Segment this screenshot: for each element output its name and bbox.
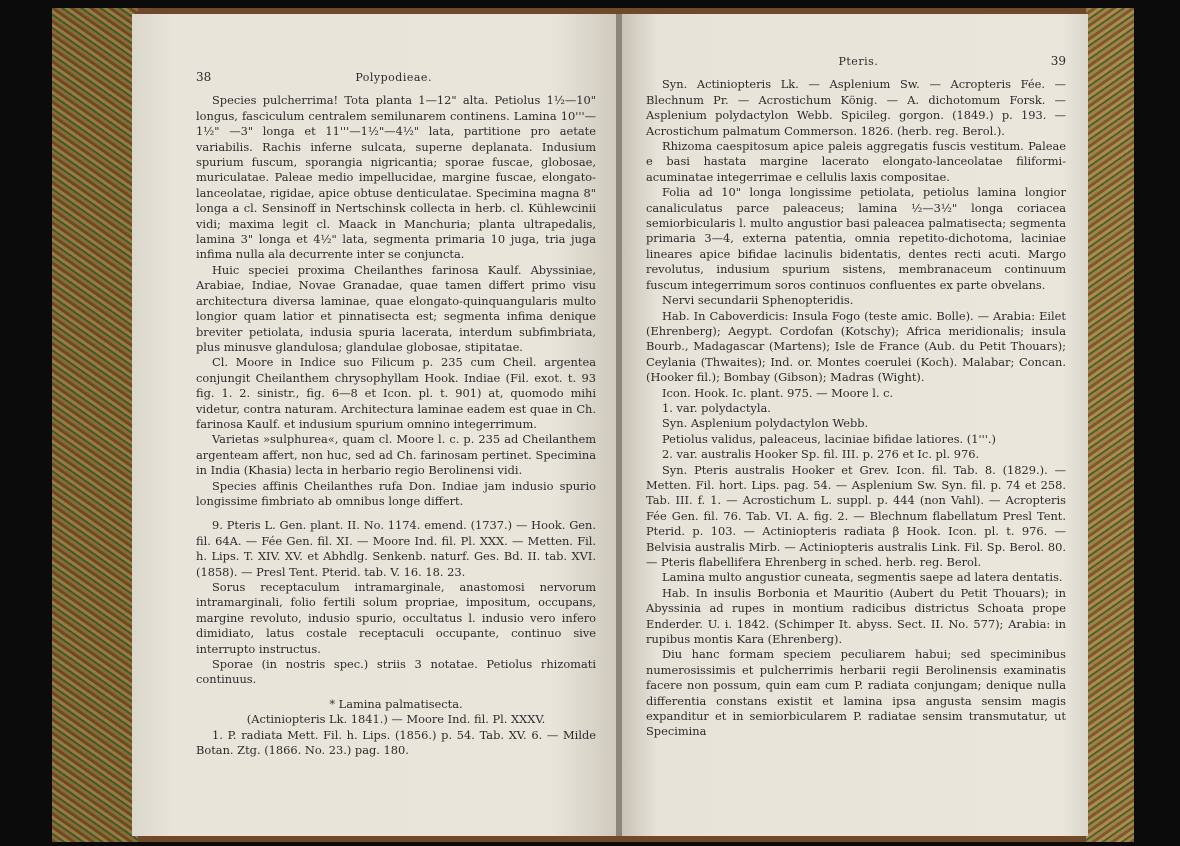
left-running-head: Polypodieae. (355, 71, 432, 84)
left-paragraph: Species pulcherrima! Tota planta 1—12" alta. Petiolus 1½—10" longus, fasciculum centralem semilunarem continens. Lamina 10'''—1½" —3" longa et 11'''—1½"—4½" lata, partitione pro aetate variabilis. Rachis inferne sulcata, superne deplanata. Indusium spurium fuscum, sporangia nigricantia; sporae fuscae, globosae, muriculatae. Paleae medio impellucidae, margine fuscae, elongato-lanceolatae, rigidae, apice obtuse denticulatae. Specimina magna 8" longa a cl. Sensinoff in Nertschinsk collecta in herb. cl. Kühlewcinii vidi; maxima legit cl. Maack in Manchuria; planta ultrapedalis, lamina 3" longa et 4½" lata, segmenta primaria 10 juga, tria juga infima nulla ala decurrente inter se conjuncta. (196, 93, 596, 262)
marbled-edge-left (52, 8, 138, 842)
left-paragraph: Cl. Moore in Indice suo Filicum p. 235 cum Cheil. argentea conjungit Cheilanthem chrysophyllam Hook. Indiae (Fil. exot. t. 93 fig. 1. 2. sinistr., fig. 6—8 et Icon. pl. t. 901) at, quomodo mihi videtur, contra naturam. Architectura laminae eadem est quae in Ch. farinosa Kaulf. et indusium spurium omnino integerrimum. (196, 355, 596, 431)
section-citation: (Actiniopteris Lk. 1841.) — Moore Ind. fil. Pl. XXXV. (246, 712, 546, 727)
right-paragraph: 2. var. australis Hooker Sp. fil. III. p. 276 et Ic. pl. 976. (662, 447, 980, 462)
left-page-text (196, 70, 596, 758)
genus-description: Sorus receptaculum intramarginale, anastomosi nervorum intramarginali, folio fertili solum propriae, impositum, occupans, margine revoluto, indusio spurio, occultatus l. indusio vero infero dimidiato, latus costale receptaculi occupante, continuo sive interrupto instructus. (196, 580, 596, 656)
right-paragraph: Diu hanc formam speciem peculiarem habui; sed speciminibus numerosissimis et pulcherrimis herbarii regii Berolinensis examinatis facere non possum, quin eam cum P. radiata conjungam; denique nulla differentia constans existit et lamina ipsa angusta sensim magis expanditur et in semiorbicularem P. radiatae sensim transmutatur, ut Specimina (646, 647, 1066, 739)
right-paragraph: Rhizoma caespitosum apice paleis aggregatis fuscis vestitum. Paleae e basi hastata margine lacerato elongato-lanceolatae filiformi-acuminatae integerrimae e cellulis laxis compositae. (646, 139, 1066, 184)
right-paragraph: Syn. Actiniopteris Lk. — Asplenium Sw. — Acropteris Fée. — Blechnum Pr. — Acrostichum König. — A. dichotomum Forsk. — Asplenium polydactylon Webb. Spicileg. gorgon. (1849.) p. 193. — Acrostichum palmatum Commerson. 1826. (herb. reg. Berol.). (646, 77, 1066, 138)
left-paragraph: Huic speciei proxima Cheilanthes farinosa Kaulf. Abyssiniae, Arabiae, Indiae, Novae Granadae, quae tamen differt primo visu architectura diversa laminae, quae elongato-quinquangularis multo longior quam latior et pinnatisecta est; segmenta infima denique breviter petiolata, indusia spuria lacerata, interdum subfimbriata, plus minusve glandulosa; glandulae globosae, stipitatae. (196, 262, 596, 354)
species-entry: 1. P. radiata Mett. Fil. h. Lips. (1856.) p. 54. Tab. XV. 6. — Milde Botan. Ztg. (1866. No. 23.) pag. 180. (196, 727, 596, 758)
right-paragraph: 1. var. polydactyla. (662, 400, 771, 415)
marbled-edge-right (1086, 8, 1134, 842)
left-paragraph: Varietas »sulphurea«, quam cl. Moore l. c. p. 235 ad Cheilanthem argenteam affert, non huc, sed ad Ch. farinosam pertinet. Specimina in India (Khasia) lecta in herbario regio Berolinensi vidi. (196, 432, 596, 478)
left-page-number: 38 (196, 70, 212, 84)
genus-heading: 9. Pteris L. Gen. plant. II. No. 1174. emend. (1737.) — Hook. Gen. fil. 64A. — Fée Gen. fil. XI. — Moore Ind. fil. Pl. XXX. — Metten. Fil. h. Lips. T. XIV. XV. et Abhdlg. Senkenb. naturf. Ges. Bd. II. tab. XVI. (1858). — Presl Tent. Pterid. tab. V. 16. 18. 23. (196, 518, 596, 579)
right-paragraph: Syn. Pteris australis Hooker et Grev. Icon. fil. Tab. 8. (1829.). — Metten. Fil. hort. Lips. pag. 54. — Asplenium Sw. Syn. fil. p. 74 et 258. Tab. III. f. 1. — Acrostichum L. suppl. p. 444 (non Vahl). — Acropteris Fée Gen. fil. 76. Tab. VI. A. fig. 2. — Blechnum flabellatum Presl Tent. Pterid. p. 103. — Actiniopteris radiata β Hook. Icon. pl. t. 976. — Belvisia australis Mirb. — Actiniopteris australis Link. Fil. Sp. Berol. 80. — Pteris flabellifera Ehrenberg in sched. herb. reg. Berol. (646, 462, 1066, 569)
section-title: * Lamina palmatisecta. (329, 696, 463, 711)
right-running-head: Pteris. (838, 55, 879, 68)
genus-note: Sporae (in nostris spec.) striis 3 notatae. Petiolus rhizomati continuus. (196, 657, 596, 687)
right-header (646, 54, 1066, 69)
right-paragraph: Syn. Asplenium polydactylon Webb. (662, 416, 869, 431)
right-page-text (646, 54, 1066, 740)
right-paragraph: Lamina multo angustior cuneata, segmentis saepe ad latera dentatis. (662, 570, 1063, 585)
right-paragraph: Nervi secundarii Sphenopteridis. (662, 293, 854, 308)
right-paragraph: Folia ad 10" longa longissime petiolata, petiolus lamina longior canaliculatus parce paleaceus; lamina ½—3½" longa coriacea semiorbicularis l. multo angustior basi paleacea palmatisecta; segmenta primaria 3—4, externa patentia, omnia repetito-dichotoma, laciniae lineares apice bifidae lacinulis bidentatis, dentes recti acuti. Margo revolutus, indusium spurium sistens, membranaceum continuum fuscum integerrimum soros continuos confluentes ex parte obvelans. (646, 185, 1066, 292)
right-paragraph: Icon. Hook. Ic. plant. 975. — Moore l. c. (662, 385, 894, 400)
right-paragraph: Petiolus validus, paleaceus, laciniae bifidae latiores. (1'''.) (662, 431, 996, 446)
left-paragraph: Species affinis Cheilanthes rufa Don. Indiae jam indusio spurio longissime fimbriato ab omnibus longe differt. (196, 478, 596, 508)
right-paragraph: Hab. In insulis Borbonia et Mauritio (Aubert du Petit Thouars); in Abyssinia ad rupes in montium radicibus districtus Schoata prope Enderder. U. i. 1842. (Schimper It. abyss. Sect. II. No. 577); Arabia: in rupibus montis Kara (Ehrenberg). (646, 585, 1066, 647)
right-paragraph: Hab. In Caboverdicis: Insula Fogo (teste amic. Bolle). — Arabia: Eilet (Ehrenberg); Aegypt. Cordofan (Kotschy); Africa meridionalis; insula Bourb., Madagascar (Martens); Isle de France (Aub. du Petit Thouars); Ceylania (Thwaites); Ind. or. Montes coerulei (Koch). Malabar; Concan. (Hooker fil.); Bombay (Gibson); Madras (Wight). (646, 308, 1066, 385)
left-header (196, 70, 596, 85)
right-page-number: 39 (1050, 54, 1066, 68)
